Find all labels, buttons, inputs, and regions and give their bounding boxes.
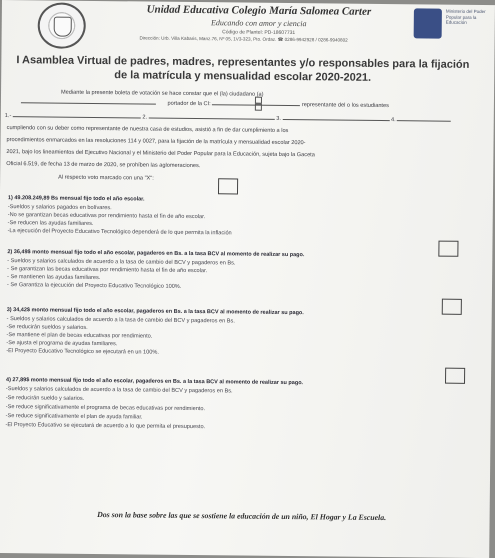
school-crest-logo [37, 2, 85, 49]
ministry-logo [414, 8, 442, 38]
option-2-item: - Se Garantiza la ejecución del Proyecto Educativo Tecnológico 100%. [6, 282, 182, 290]
student-2-field[interactable] [149, 118, 275, 120]
option-4-checkbox[interactable] [445, 368, 465, 384]
option-1-item: -Sueldos y salarios pagados en bolívares. [7, 204, 112, 212]
school-address: Dirección: Urb. Villa Kabaris, Manz.76, Nº 05, 1V3-323, Pto. Ordaz. ☎ 0286-9942928 / 0286-9940802 [139, 35, 348, 43]
option-1-item: -No se garantizan becas educativas por rendimiento hasta el fin de año escolar. [7, 212, 206, 221]
option-1-checkbox[interactable] [218, 178, 238, 194]
students-label: representante del o los estudiantes [301, 102, 389, 110]
intro-body-4: Oficial 6.519, de fecha 13 de marzo de 2020, se prohíben las aglomeraciones. [6, 161, 201, 170]
student-1-field[interactable] [13, 116, 141, 118]
option-4-item: -Se reducirán sueldo y salarios. [5, 395, 85, 402]
school-name: Unidad Educativa Colegio María Salomea Carter [146, 3, 372, 18]
student-4-number: 4. [390, 117, 396, 124]
option-3-item: -Se reducirán sueldos y salarios. [6, 324, 88, 331]
school-motto: Educando con amor y ciencia [210, 18, 307, 29]
option-2-item: - Sueldos y salarios calculados de acuerdo a la tasa de cambio del BCV y pagaderos en Bs. [7, 258, 236, 267]
small-checkbox-1[interactable] [255, 97, 262, 104]
student-2-number: 2. [142, 114, 148, 121]
option-4-item: -El Proyecto Educativo se ejecutará de acuerdo a lo que permita el presupuesto. [5, 422, 206, 431]
small-checkbox-2[interactable] [255, 104, 262, 111]
option-3-item: - Sueldos y salarios calculados de acuerdo a la tasa de cambio del BCV y pagaderos en Bs. [6, 316, 235, 325]
option-1-heading: 1) 49.208.249,89 Bs mensual fijo todo el año escolar. [7, 195, 145, 203]
option-3-item: -El Proyecto Educativo Tecnológico se ejecutará en un 100%. [6, 348, 159, 356]
intro-line-2 [21, 97, 389, 112]
footer-quote: Dos son la base sobre las que se sostiene la educación de un niño, El Hogar y La Escuela. [97, 510, 387, 523]
option-2-checkbox[interactable] [438, 241, 458, 257]
ministry-logo-text: Ministerio del Poder Popular para la Educación [445, 8, 486, 25]
option-1-item: -La ejecución del Proyecto Educativo Tecnológico dependerá de lo que permita la inflación [7, 228, 232, 237]
intro-body-1: cumpliendo con su deber como representante de nuestra casa de estudios, asistió a fin de dar cumplimiento a los [6, 125, 289, 135]
option-4-heading: 4) 27,89$ monto mensual fijo todo el año escolar, pagaderos en Bs. a la tasa BCV al momento de realizar su pago. [5, 377, 304, 387]
option-3-checkbox[interactable] [442, 299, 462, 315]
option-2-item: - Se garantizan las becas educativas por rendimiento hasta el fin de año escolar. [7, 266, 208, 275]
intro-body-2: procedimientos enmarcados en las resoluciones 114 y 0027, para la fijación de la matrícula y mensualidad escolar 2020- [6, 137, 306, 147]
option-3-item: -Se ajusta el programa de ayudas familiares. [6, 340, 118, 348]
student-4-field[interactable] [397, 120, 451, 122]
option-2-item: - Se mantienen las ayudas familiares. [7, 274, 101, 282]
school-code: Código de Plantel: PD-18607731 [222, 29, 296, 37]
student-1-number: 1.- [4, 113, 12, 120]
option-3-item: -Se mantiene el plan de becas educativas por rendimiento. [6, 332, 153, 340]
option-4-item: -Se reduce significativamente el plan de ayuda familiar. [5, 413, 143, 421]
option-4-item: -Sueldos y salarios calculados de acuerdo a la tasa de cambio del BCV y pagaderos en Bs. [5, 386, 233, 395]
option-3-heading: 3) 34,42$ monto mensual fijo todo el año escolar, pagaderos en Bs. a la tasa BCV al momento de realizar su pago. [6, 307, 304, 317]
option-1-item: -Se reducen las ayudas familiares. [7, 220, 94, 227]
student-3-number: 3. [276, 115, 281, 122]
representative-name-field[interactable] [21, 102, 156, 104]
vote-instruction: Al respecto voto marcado con una "X": [58, 174, 154, 182]
intro-body-3: 2021, bajo los lineamientos del Ejecutivo Nacional y el Ministerio del Poder Popular para la Educación, sujeta bajo la Gaceta [6, 149, 315, 159]
option-2-heading: 2) 36,49$ monto mensual fijo todo el año escolar, pagaderos en Bs. a la tasa BCV al momento de realizar su pago. [7, 249, 305, 259]
intro-line-1: Mediante la presente boleta de votación se hace constar que el (la) ciudadano (a) [61, 89, 264, 98]
document-title: I Asamblea Virtual de padres, madres, representantes y/o responsables para la fijación de la matrícula y mensualidad escolar 2020-2021. [16, 54, 470, 84]
ci-label: portador de la CI: [167, 100, 211, 108]
student-3-field[interactable] [282, 119, 389, 121]
option-4-item: -Se reduce significativamente el programa de becas educativas por rendimiento. [5, 404, 206, 413]
